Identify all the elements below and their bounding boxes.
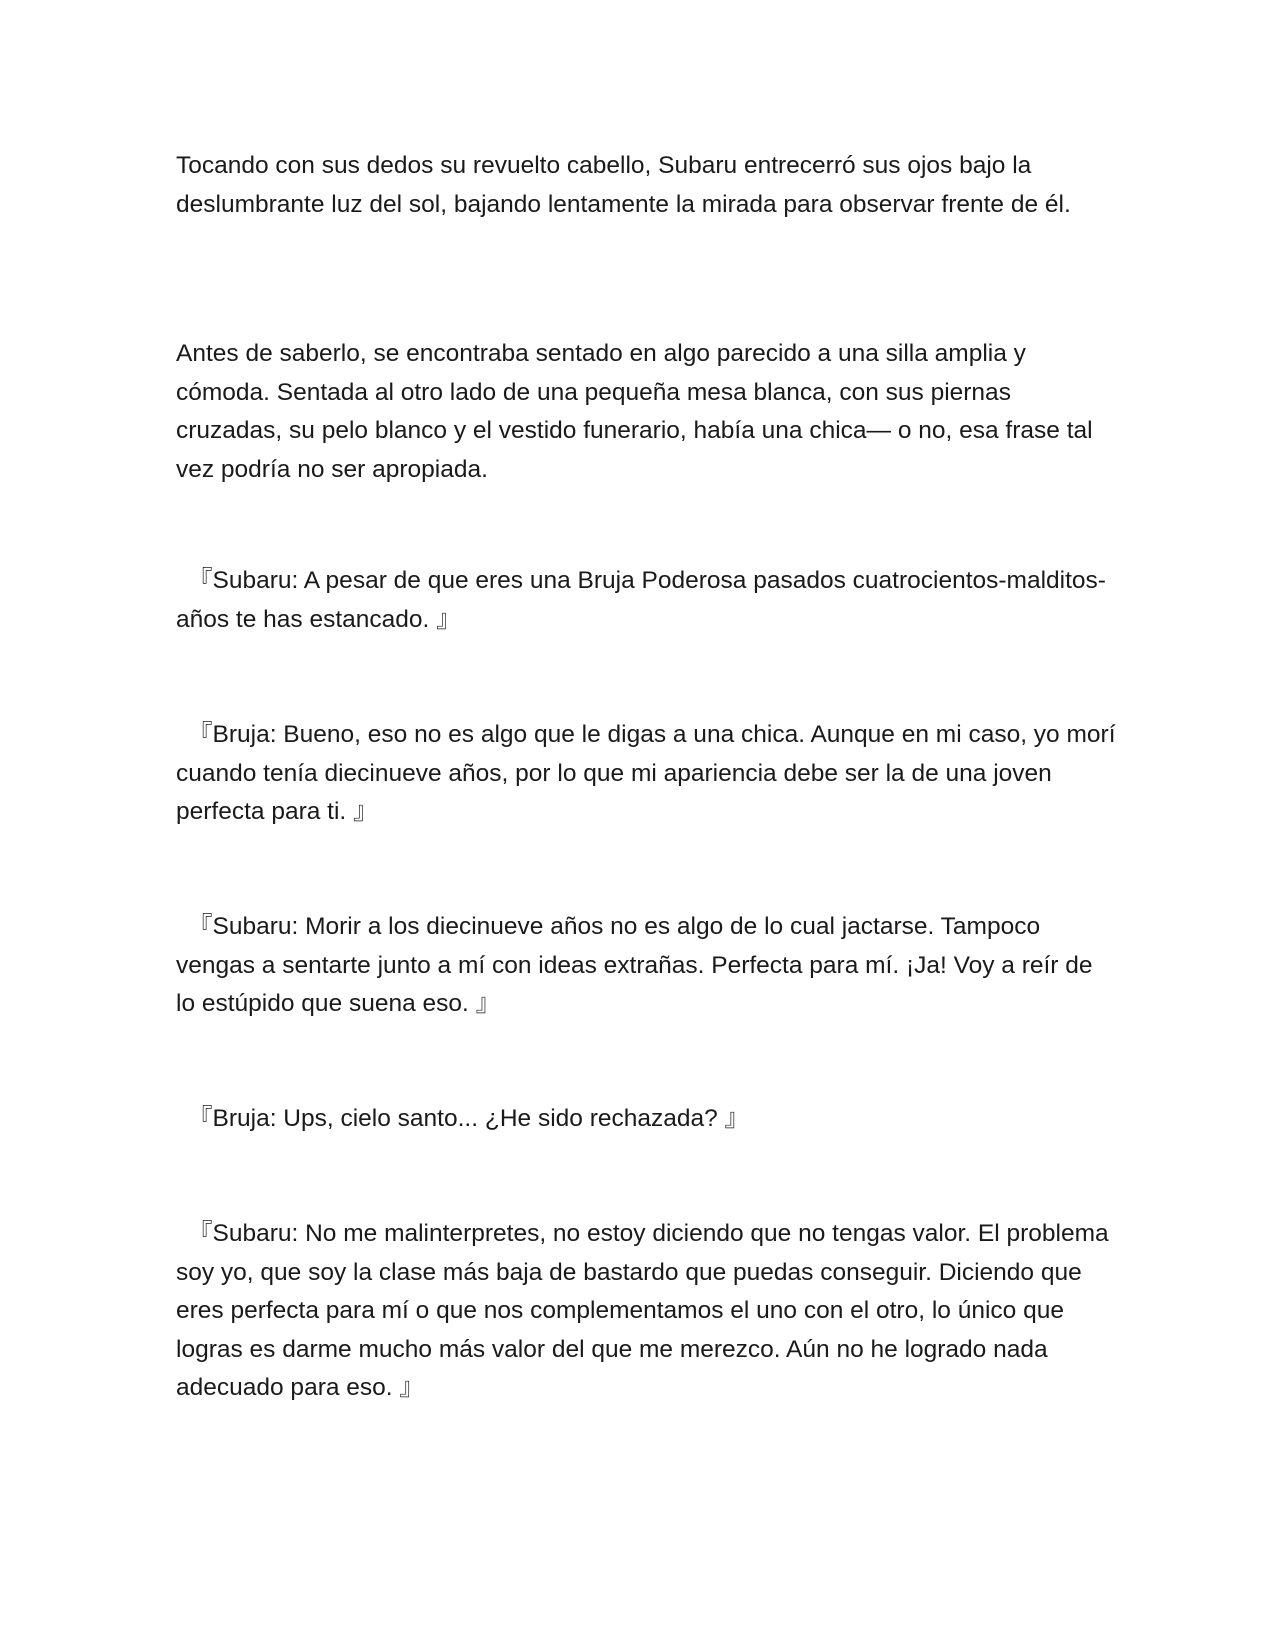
dialogue-line-subaru: 『Subaru: A pesar de que eres una Bruja Poderosa pasados cuatrocientos-malditos-años te has estancado. 』 xyxy=(176,567,1106,633)
narration-paragraph: Antes de saberlo, se encontraba sentado en algo parecido a una silla amplia y cómoda. Sentada al otro lado de una pequeña mesa blanca, con sus piernas cruzadas, su pelo blanco y el vestido funerario, había una chica— o no, esa frase tal vez podría no ser apropiada. xyxy=(176,340,1093,483)
narration-paragraph: Tocando con sus dedos su revuelto cabello, Subaru entrecerró sus ojos bajo la deslumbrante luz del sol, bajando lentamente la mirada para observar frente de él. xyxy=(176,152,1071,218)
dialogue-line-subaru: 『Subaru: No me malinterpretes, no estoy diciendo que no tengas valor. El problema soy yo, que soy la clase más baja de bastardo que puedas conseguir. Diciendo que eres perfecta para mí o que nos complementamos el uno con el otro, lo único que logras es darme mucho más valor del que me merezco. Aún no he logrado nada adecuado para eso. 』 xyxy=(176,1220,1109,1401)
dialogue-line-subaru: 『Subaru: Morir a los diecinueve años no es algo de lo cual jactarse. Tampoco vengas a sentarte junto a mí con ideas extrañas. Perfecta para mí. ¡Ja! Voy a reír de lo estúpido que suena eso. 』 xyxy=(176,913,1093,1017)
dialogue-line-bruja: 『Bruja: Ups, cielo santo... ¿He sido rechazada? 』 xyxy=(188,1105,750,1132)
dialogue-line-bruja: 『Bruja: Bueno, eso no es algo que le digas a una chica. Aunque en mi caso, yo morí cuando tenía diecinueve años, por lo que mi apariencia debe ser la de una joven perfecta para ti. 』 xyxy=(176,721,1116,825)
